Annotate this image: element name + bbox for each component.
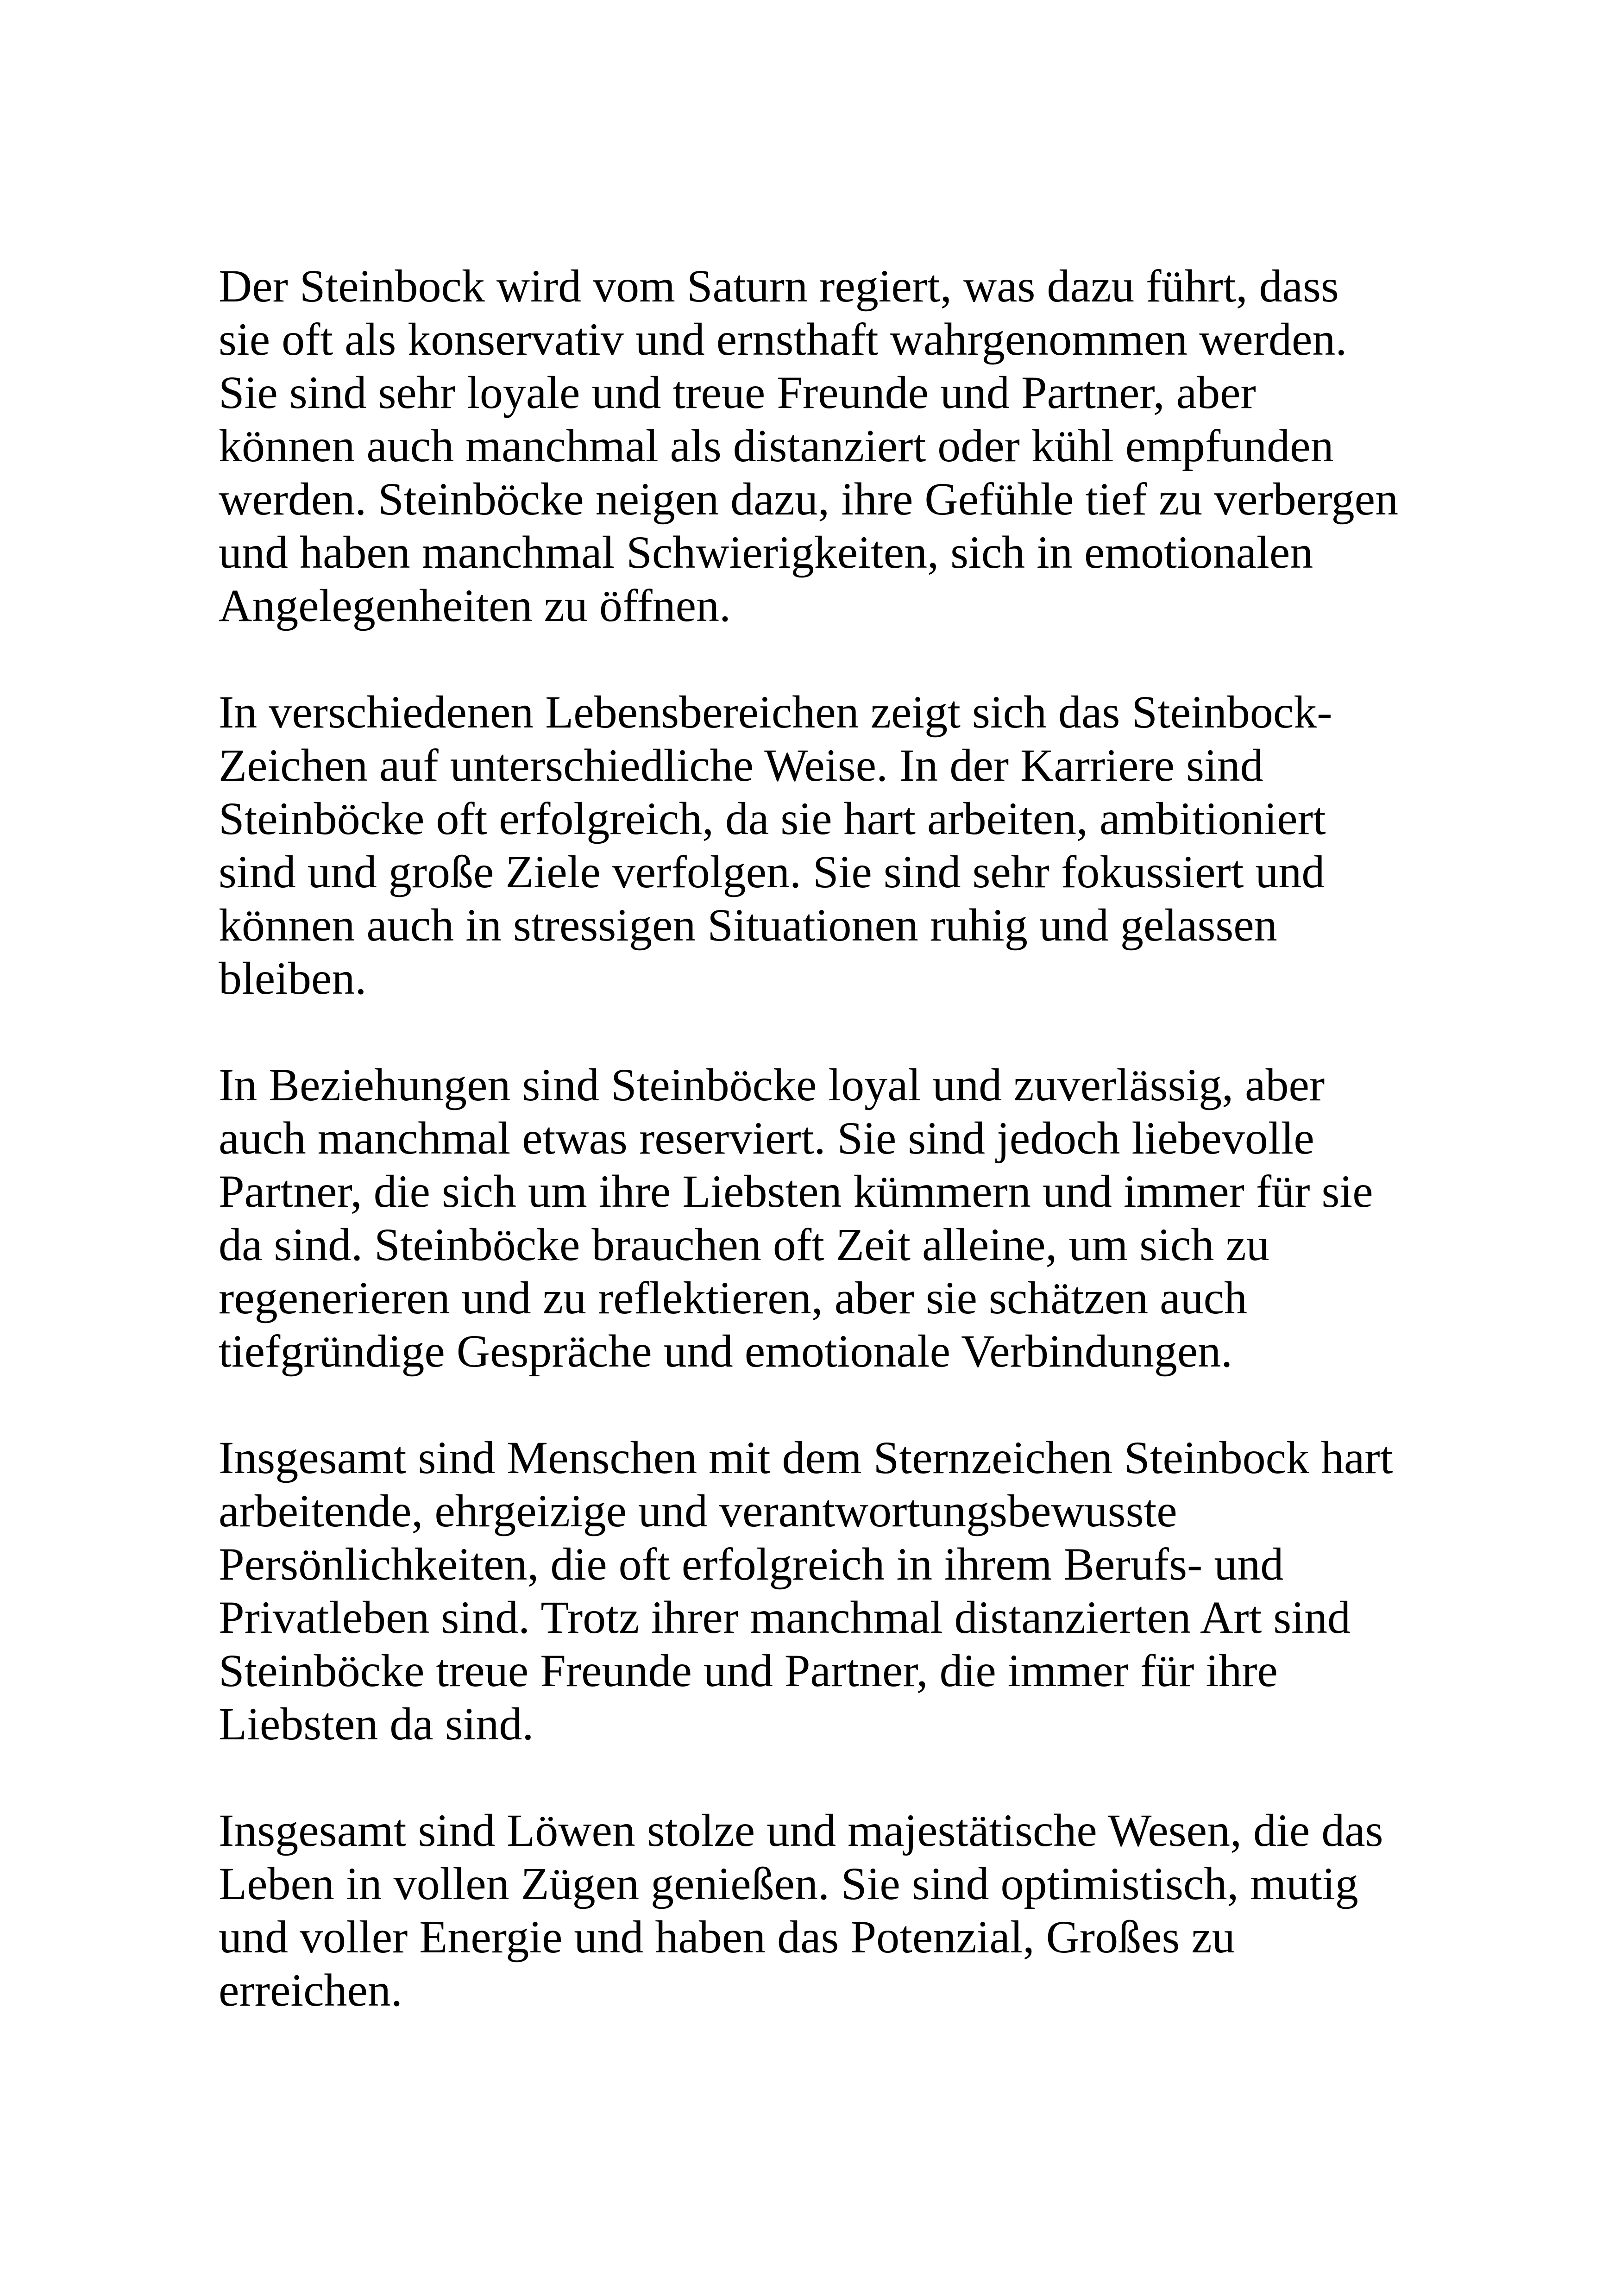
text-line: da sind. Steinböcke brauchen oft Zeit alleine, um sich zu	[219, 1219, 1269, 1270]
text-line: auch manchmal etwas reserviert. Sie sind jedoch liebevolle	[219, 1112, 1314, 1164]
text-line: Partner, die sich um ihre Liebsten kümmern und immer für sie	[219, 1166, 1373, 1217]
text-line: und haben manchmal Schwierigkeiten, sich in emotionalen	[219, 527, 1313, 578]
text-line: Privatleben sind. Trotz ihrer manchmal distanzierten Art sind	[219, 1592, 1351, 1643]
text-line: tiefgründige Gespräche und emotionale Verbindungen.	[219, 1325, 1233, 1377]
text-line: Liebsten da sind.	[219, 1698, 534, 1750]
paragraph-2	[219, 685, 1469, 1005]
text-line: und voller Energie und haben das Potenzial, Großes zu	[219, 1911, 1235, 1963]
paragraph-1	[219, 259, 1469, 632]
text-line: Zeichen auf unterschiedliche Weise. In der Karriere sind	[219, 740, 1263, 791]
text-line: werden. Steinböcke neigen dazu, ihre Gefühle tief zu verbergen	[219, 473, 1399, 525]
text-line: arbeitende, ehrgeizige und verantwortungsbewusste	[219, 1485, 1177, 1537]
paragraph-5	[219, 1804, 1469, 2017]
text-line: können auch in stressigen Situationen ruhig und gelassen	[219, 899, 1277, 951]
text-line: Insgesamt sind Menschen mit dem Sternzeichen Steinbock hart	[219, 1432, 1393, 1483]
text-line: Persönlichkeiten, die oft erfolgreich in ihrem Berufs- und	[219, 1538, 1284, 1590]
text-line: Angelegenheiten zu öffnen.	[219, 580, 731, 631]
text-line: Steinböcke treue Freunde und Partner, die immer für ihre	[219, 1645, 1278, 1696]
text-line: können auch manchmal als distanziert oder kühl empfunden	[219, 420, 1334, 471]
text-line: In verschiedenen Lebensbereichen zeigt sich das Steinbock-	[219, 686, 1332, 738]
text-line: bleiben.	[219, 953, 367, 1004]
text-line: erreichen.	[219, 1964, 402, 2016]
text-line: Der Steinbock wird vom Saturn regiert, was dazu führt, dass	[219, 260, 1339, 312]
text-line: regenerieren und zu reflektieren, aber sie schätzen auch	[219, 1272, 1247, 1324]
text-line: sind und große Ziele verfolgen. Sie sind sehr fokussiert und	[219, 846, 1325, 897]
paragraph-4	[219, 1431, 1469, 1750]
text-line: In Beziehungen sind Steinböcke loyal und zuverlässig, aber	[219, 1059, 1325, 1110]
text-line: sie oft als konservativ und ernsthaft wahrgenommen werden.	[219, 314, 1347, 365]
text-line: Leben in vollen Zügen genießen. Sie sind optimistisch, mutig	[219, 1858, 1358, 1909]
text-line: Insgesamt sind Löwen stolze und majestätische Wesen, die das	[219, 1805, 1383, 1856]
text-line: Sie sind sehr loyale und treue Freunde und Partner, aber	[219, 367, 1256, 418]
text-line: Steinböcke oft erfolgreich, da sie hart arbeiten, ambitioniert	[219, 793, 1326, 844]
paragraph-3	[219, 1058, 1469, 1378]
document-body	[219, 259, 1469, 2070]
